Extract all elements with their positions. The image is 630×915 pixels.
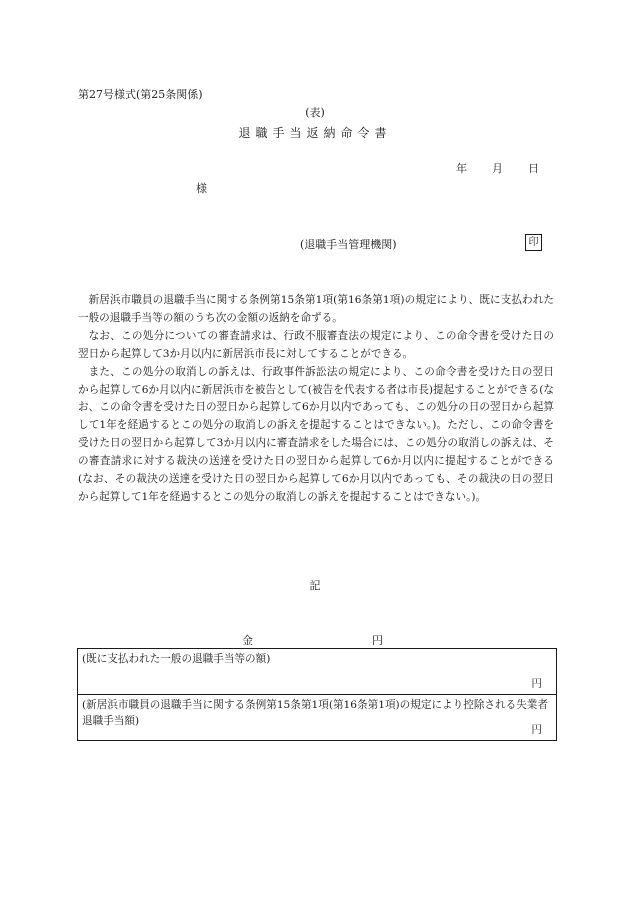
form-number-label: 第27号様式(第25条関係) bbox=[78, 88, 203, 101]
table-row-unit: 円 bbox=[531, 724, 542, 736]
front-side-label: (表) bbox=[305, 106, 325, 119]
table-row bbox=[78, 695, 556, 740]
seal-stamp-icon: 印 bbox=[525, 234, 542, 251]
table-row-label: (新居浜市職員の退職手当に関する条例第15条第1項(第16条第1項)の規定により控除される失業者退職手当額) bbox=[82, 699, 548, 727]
table-row-label: (既に支払われた一般の退職手当等の額) bbox=[82, 653, 271, 665]
amount-label: 金 bbox=[242, 634, 253, 647]
document-title: 退職手当返納命令書 bbox=[238, 126, 392, 140]
date-day: 日 bbox=[528, 162, 539, 175]
issuing-agency: (退職手当管理機関) bbox=[300, 238, 397, 251]
paragraph-order: 新居浜市職員の退職手当に関する条例第15条第1項(第16条第1項)の規定により、既に支払われた一般の退職手当等の額のうち次の金額の返納を命ずる。 bbox=[78, 294, 554, 324]
amount-unit: 円 bbox=[372, 634, 383, 647]
addressee-honorific: 様 bbox=[196, 182, 207, 195]
date-year: 年 bbox=[456, 162, 467, 175]
table-row bbox=[78, 649, 556, 695]
amount-breakdown-table bbox=[77, 648, 557, 741]
paragraph-lawsuit: また、この処分の取消しの訴えは、行政事件訴訟法の規定により、この命令書を受けた日の翌日から起算して6か月以内に新居浜市を被告として(被告を代表する者は市長)提起することができる(なお、この命令書を受けた日の翌日から起算して6か月以内であっても、この処分の日の翌日から起算して1年を経過するとこの処分の取消しの訴えを提起することはできない。)。ただし、この命令書を受けた日の翌日から起算して3か月以内に審査請求をした場合には、この処分の取消しの訴えは、その審査請求に対する裁決の送達を受けた日の翌日から起算して6か月以内に提起することができる(なお、その裁決の送達を受けた日の翌日から起算して6か月以内であっても、その裁決の日の翌日から起算して1年を経過するとこの処分の取消しの訴えを提起することはできない。)。 bbox=[78, 365, 554, 503]
date-month: 月 bbox=[492, 162, 503, 175]
order-body bbox=[78, 292, 554, 507]
record-heading: 記 bbox=[309, 579, 321, 592]
table-row-unit: 円 bbox=[531, 678, 542, 690]
paragraph-review-request: なお、この処分についての審査請求は、行政不服審査法の規定により、この命令書を受けた日の翌日から起算して3か月以内に新居浜市長に対してすることができる。 bbox=[78, 329, 554, 360]
